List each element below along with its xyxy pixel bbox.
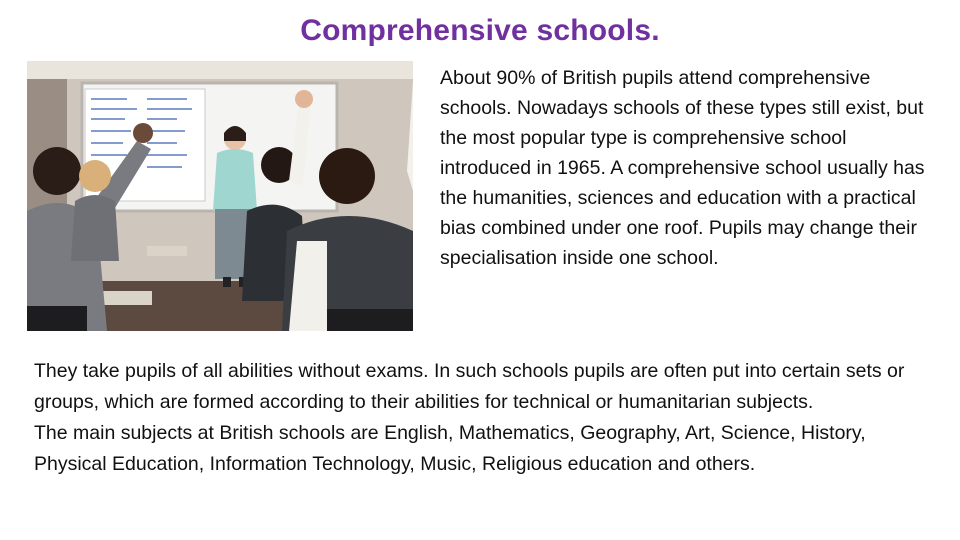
intro-paragraph: About 90% of British pupils attend comprehensive schools. Nowadays schools of these types still exist, but the most popular type is comprehensive school introduced in 1965. A comprehensive school usually has the humanities, sciences and education with a practical bias combined under one roof. Pupils may change their specialisation inside one school. bbox=[440, 67, 925, 269]
slide-title: Comprehensive schools. bbox=[300, 14, 660, 47]
body-text bbox=[34, 356, 914, 480]
subjects-paragraph: The main subjects at British schools are English, Mathematics, Geography, Art, Science, History, Physical Education, Information Technology, Music, Religious education and others. bbox=[34, 422, 866, 475]
classroom-photo bbox=[27, 61, 413, 331]
abilities-paragraph: They take pupils of all abilities without exams. In such schools pupils are often put into certain sets or groups, which are formed according to their abilities for technical or humanitarian subjects. bbox=[34, 360, 905, 413]
